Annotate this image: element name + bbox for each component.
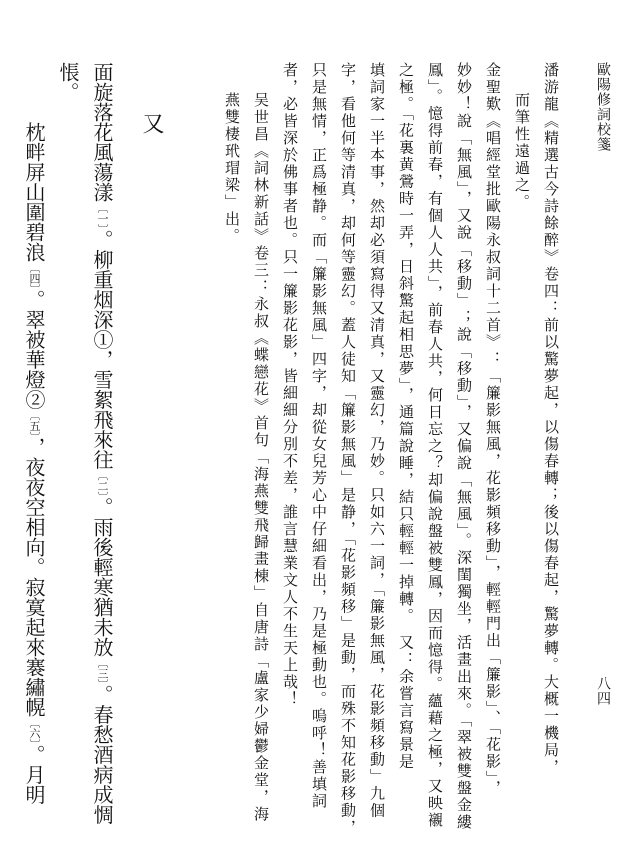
commentary-line: 潘游龍《精選古今詩餘醉》卷四：前以驚夢起，以傷春轉；後以傷春起，驚夢轉。大概一機局，	[542, 62, 560, 776]
footnote-marker: 〔一〕	[96, 202, 109, 230]
commentary-line: 之極。「花裏黄鶯時一弄，日斜驚起相思夢」，通篇說睡，結只輕輕一掉轉。 又：余嘗言寫景是	[397, 62, 415, 771]
running-head-title: 歐陽修詞校箋	[595, 62, 611, 152]
commentary-line: 金聖歎《唱經堂批歐陽永叔詞十二首》：「簾影無風，花影頻移動」，輕輕門出「簾影」、「花影」，	[484, 62, 502, 797]
footnote-marker: 〔四〕	[28, 262, 41, 290]
commentary-line: 只是無情，正爲極静。而「簾影無風」四字，却從女兒芳心中仔細看出，乃是極動也。嗚呼！善填詞	[310, 62, 328, 810]
variant-marker: ①	[90, 329, 114, 350]
commentary-line: 妙妙！說「無風」，又說「移動」；說「移動」，又偏說「無風」。深閨獨坐，活畫出來。「翠被雙盤金縷	[455, 62, 473, 831]
footnote-marker: 〔三〕	[96, 657, 109, 685]
commentary-line: 字，看他何等清真，却何等靈幻。蓋人徒知「簾影無風」是静，「花影頻移」是動，而殊不知花影移動，	[339, 62, 357, 837]
commentary-line: 填詞家一半本事，然却必須寫得又清真，又靈幻，乃妙。只如六一詞，「簾影無風，花影頻移動」九個	[368, 62, 386, 820]
commentary-line: 燕雙棲玳瑁梁」出。	[223, 92, 241, 245]
commentary-line: 鳳」。憶得前春，有個人人共」，前春人共，何日忘之？却偏說盤被雙鳳，因而憶得。蘊藉之極，又映襯	[426, 62, 444, 829]
poem-heading: 又	[139, 112, 164, 134]
commentary-line: 吴世昌《詞林新話》卷三：永叔《蝶戀花》首句「海燕雙飛歸畫棟」自唐詩「盧家少婦鬱金堂，海	[252, 92, 270, 823]
footnote-marker: 〔五〕	[28, 409, 41, 437]
footnote-marker: 〔二〕	[96, 469, 109, 497]
footnote-marker: 〔六〕	[28, 717, 41, 745]
poem-line: 面旋落花風蕩漾〔一〕。柳重烟深①，雪絮飛來往〔二〕。雨後輕寒猶未放〔三〕。春愁酒病成惆	[90, 62, 114, 825]
poem-line: 悵。	[56, 62, 80, 102]
variant-marker: ②	[22, 389, 46, 410]
commentary-line: 而筆性遠過之。	[513, 92, 531, 211]
commentary-line: 者，必皆深於佛事者也。只一簾影花影，皆細細分別不差，誰言慧業文人不生天上哉！	[281, 62, 299, 708]
poem-line: 枕畔屏山圍碧浪〔四〕。翠被華燈②〔五〕，夜夜空相向。寂寞起來褰繡幌〔六〕。月明	[22, 122, 46, 805]
page-number: 八四	[595, 676, 611, 706]
